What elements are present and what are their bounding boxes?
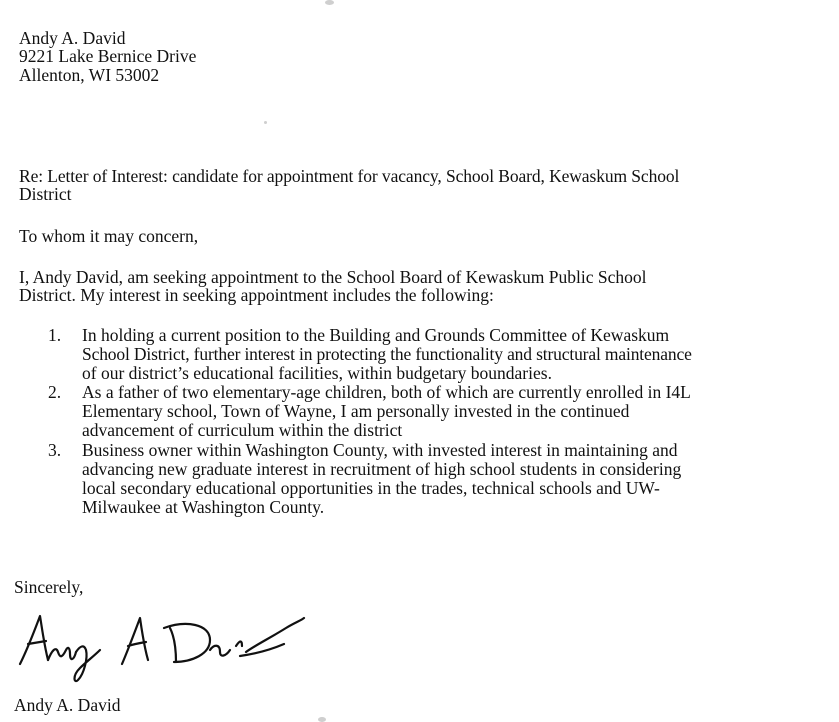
list-item-1-line-2: School District, further interest in protecting the functionality and structural maintenance: [82, 344, 692, 364]
list-number-3: 3.: [48, 440, 62, 460]
list-item-3-line-3: local secondary educational opportunities in the trades, technical schools and UW-: [82, 478, 660, 498]
scan-speck: [264, 121, 267, 124]
list-item-1-line-3: of our district’s educational facilities, within budgetary boundaries.: [82, 363, 552, 383]
list-item-2-line-2: Elementary school, Town of Wayne, I am personally invested in the continued: [82, 401, 630, 421]
list-item-3-line-4: Milwaukee at Washington County.: [82, 497, 325, 517]
subject-line-1: Re: Letter of Interest: candidate for appointment for vacancy, School Board, Kewaskum School: [19, 166, 680, 186]
list-item-2-line-3: advancement of curriculum within the district: [82, 420, 403, 440]
list-item-2-line-1: As a father of two elementary-age children, both of which are currently enrolled in I4L: [82, 382, 691, 402]
list-number-1: 1.: [48, 325, 62, 345]
list-item-1-line-1: In holding a current position to the Building and Grounds Committee of Kewaskum: [82, 325, 670, 345]
scan-speck: [318, 717, 326, 722]
subject-line-2: District: [19, 184, 72, 204]
scan-speck: [325, 0, 334, 5]
list-item-3-line-2: advancing new graduate interest in recruitment of high school students in considering: [82, 459, 682, 479]
sender-street: 9221 Lake Bernice Drive: [19, 46, 197, 66]
closing: Sincerely,: [14, 577, 84, 597]
signer-name: Andy A. David: [14, 695, 121, 715]
list-number-2: 2.: [48, 382, 62, 402]
handwritten-signature: [14, 606, 314, 686]
salutation: To whom it may concern,: [19, 226, 199, 246]
sender-city-state-zip: Allenton, WI 53002: [19, 65, 160, 85]
intro-line-1: I, Andy David, am seeking appointment to the School Board of Kewaskum Public School: [19, 267, 647, 287]
list-item-3-line-1: Business owner within Washington County, with invested interest in maintaining and: [82, 440, 678, 460]
intro-line-2: District. My interest in seeking appointment includes the following:: [19, 285, 494, 305]
sender-name: Andy A. David: [19, 28, 126, 48]
